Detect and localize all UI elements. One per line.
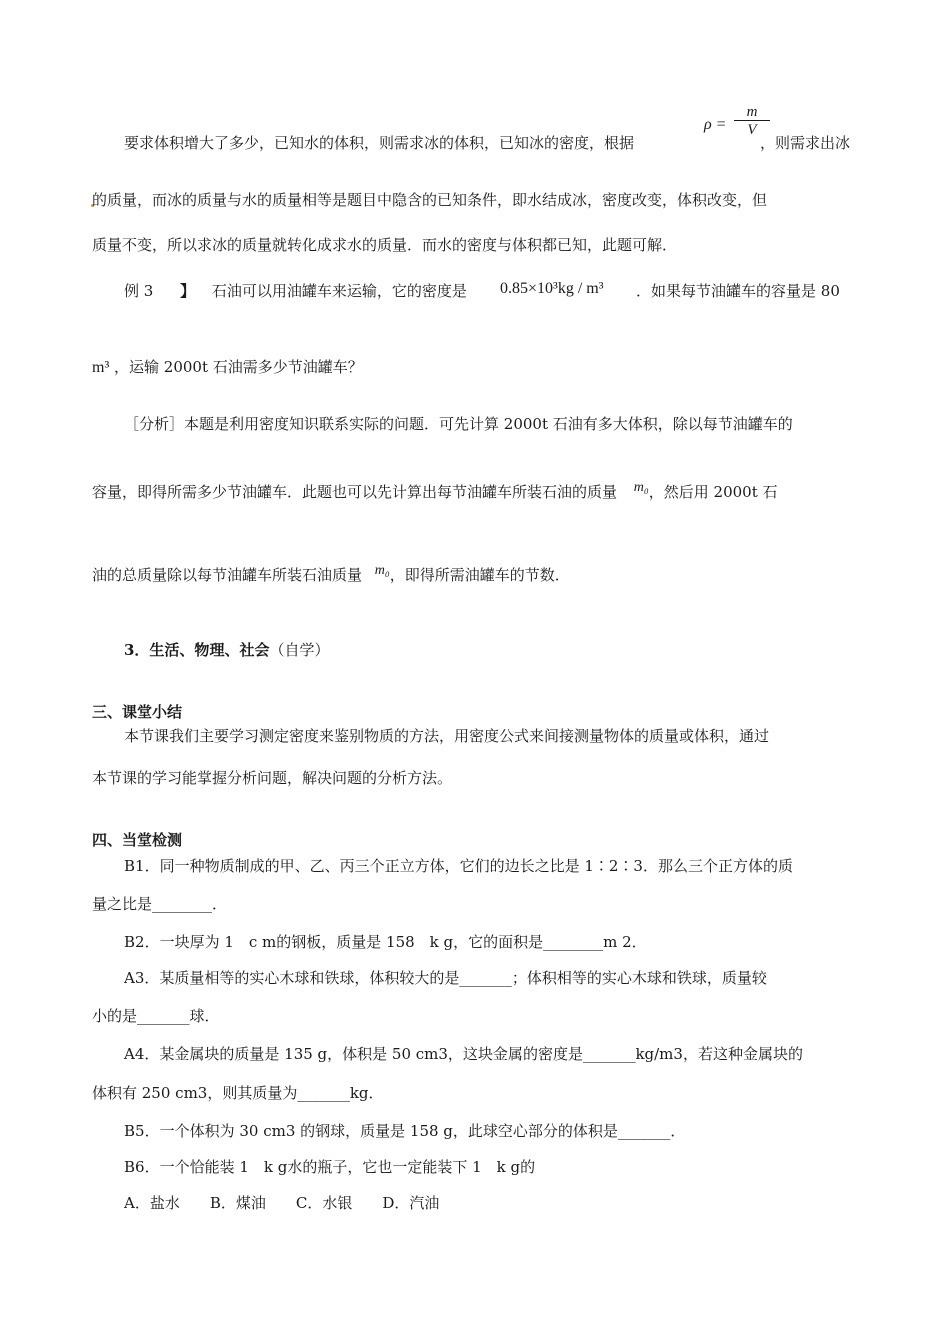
p1-line1: [124, 133, 634, 153]
question-b2: B2．一块厚为 1 c m的钢板，质量是 158 k g，它的面积是________m 2．: [124, 933, 647, 951]
fraction-denominator: V: [747, 122, 757, 138]
volume-unit: m³: [92, 359, 110, 376]
p1-line3-text: 质量不变，所以求冰的质量就转化成求水的质量．而水的密度与体积都已知，此题可解．: [92, 236, 678, 254]
p1-line1-after: [760, 133, 850, 153]
p1-line2-text: 的质量，而冰的质量与水的质量相等是题目中隐含的已知条件，即水结成冰，密度改变，体积改变，但: [92, 191, 768, 209]
example3-bracket: 】: [180, 282, 196, 300]
example3-after-text: ．如果每节油罐车的容量是 80: [636, 282, 840, 300]
question-b1-line2: 量之比是________．: [92, 895, 228, 913]
analysis-line2-after: ，然后用 2000t 石: [648, 483, 778, 501]
p1-line2: [92, 190, 767, 210]
p1-line3: [92, 235, 677, 255]
analysis-line3-text: 油的总质量除以每节油罐车所装石油质量: [92, 566, 363, 584]
example3-line2: [92, 357, 363, 378]
m0-symbol: m₀: [633, 480, 649, 495]
summary-heading: 三、课堂小结: [92, 703, 183, 721]
question-b1-line1: B1．同一种物质制成的甲、乙、丙三个正立方体，它们的边长之比是 1∶2∶3．那么三个正方体的质: [124, 857, 793, 875]
analysis-line3: [92, 565, 570, 587]
p1-line1-text: 要求体积增大了多少，已知水的体积，则需求冰的体积，已知冰的密度，根据: [124, 134, 635, 152]
question-a3-line2: 小的是_______球．: [92, 1007, 220, 1025]
question-b5: B5．一个体积为 30 cm3 的钢球，质量是 158 g，此球空心部分的体积是_______．: [124, 1122, 686, 1140]
section3-title: 3．生活、物理、社会: [124, 641, 270, 659]
p1-line1-after-text: ，则需求出冰: [760, 134, 851, 152]
question-a3-line1: A3．某质量相等的实心木球和铁球，体积较大的是_______；体积相等的实心木球和铁球，质量较: [124, 969, 767, 987]
analysis-line2-text: 容量，即得所需多少节油罐车．此题也可以先计算出每节油罐车所装石油的质量: [92, 483, 618, 501]
m0-symbol-2: m₀: [374, 563, 390, 578]
question-b6-options: A．盐水 B．煤油 C．水银 D．汽油: [124, 1194, 440, 1212]
analysis-line1: [124, 414, 793, 434]
section3-heading: [124, 640, 329, 660]
example3-label: 例 3: [124, 282, 154, 300]
analysis-line2: [92, 482, 778, 504]
analysis-line1-text: ［分析］本题是利用密度知识联系实际的问题．可先计算 2000t 石油有多大体积，除以每节油罐车的: [124, 415, 793, 433]
question-a4-line2: 体积有 250 cm3，则其质量为_______kg．: [92, 1084, 384, 1102]
density-value-text: 0.85×10³kg / m³: [500, 280, 604, 297]
example3-line1: [124, 281, 467, 301]
question-a4-line1: A4．某金属块的质量是 135 g，体积是 50 cm3，这块金属的密度是_______kg/m3，若这种金属块的: [124, 1045, 803, 1063]
example3-line1-after: [636, 281, 840, 301]
example3-text: 石油可以用油罐车来运输，它的密度是: [211, 282, 467, 300]
example3-line2-text: ，运输 2000t 石油需多少节油罐车？: [114, 358, 363, 376]
fraction-numerator: m: [734, 104, 770, 121]
section3-note: （自学）: [269, 641, 330, 659]
density-value-formula: [500, 279, 604, 299]
test-heading: 四、当堂检测: [92, 831, 183, 849]
summary-line1: 本节课我们主要学习测定密度来鉴别物质的方法，用密度公式来间接测量物体的质量或体积，通过: [124, 727, 770, 745]
analysis-line3-after: ，即得所需油罐车的节数．: [389, 566, 570, 584]
summary-line2: 本节课的学习能掌握分析问题，解决问题的分析方法。: [92, 769, 453, 787]
rho-symbol: ρ =: [704, 116, 727, 133]
density-formula-rho: [704, 114, 726, 134]
question-b6: B6．一个恰能装 1 k g水的瓶子，它也一定能装下 1 k g的: [124, 1158, 536, 1176]
